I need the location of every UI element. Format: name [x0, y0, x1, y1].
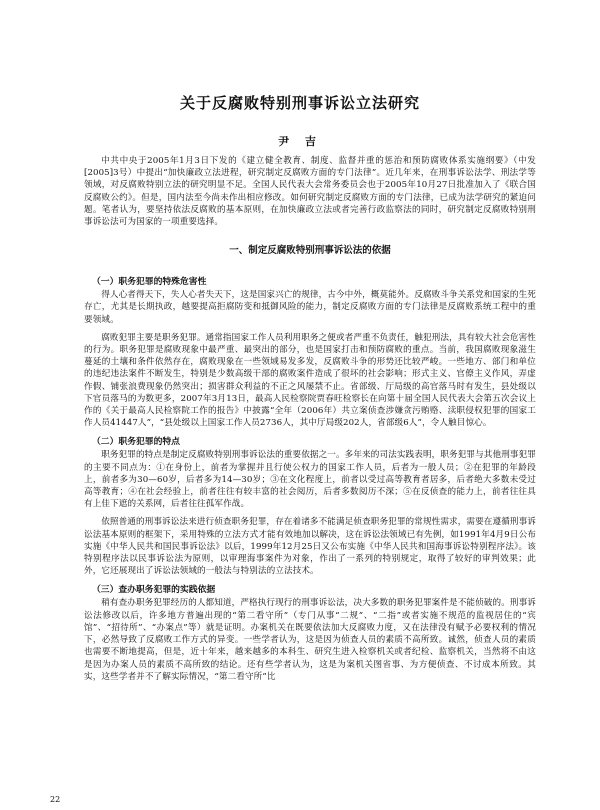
paragraph-2: 腐败犯罪主要是职务犯罪。通常指国家工作人员利用职务之便或者严重不负责任，触犯刑法，具有较大社会危害性的行为。职务犯罪是腐败现象中最严重、最突出的部分，也是国家打击和预防腐败的重点。当前，我国腐败现象滋生蔓延的土壤和条件依然存在，腐败现象在一些领域易发多发，反腐败斗争的形势还比较严峻。一些地方、部门和单位的违纪违法案件不断发生，特别是少数高级干部的腐败案件造成了很坏的社会影响；形式主义、官僚主义作风，弄虚作假、铺张浪费现象仍然突出；损害群众利益的不正之风屡禁不止。省部级、厅局级的高官落马时有发生，县处级以下官员落马的为数更多，2007年3月13日，最高人民检察院贾春旺检察长在向第十届全国人民代表大会第五次会议上作的《关于最高人民检察院工作的报告》中披露“全年（2006年）共立案侦查涉嫌贪污贿赂、渎职侵权犯罪的国家工作人员41447人”，“县处级以上国家工作人员2736人，其中厅局级202人，省部级6人”，令人触目惊心。	[84, 332, 536, 429]
paragraph-5: 稍有查办职务犯罪经历的人都知道，严格执行现行的刑事诉讼法，决大多数的职务犯罪案件是不能侦破的。刑事诉讼法修改以后，许多地方普遍出现的“第二看守所”（专门从事“二规”、“二指”或者实施不规范的监视居住的“宾馆”、“招待所”、“办案点”等）就是证明。办案机关在既要依法加大反腐败力度，又在法律没有赋予必要权利的情况下，必然导致了反腐败工作方式的异变。一些学者认为，这是因为侦查人员的素质不高所致。诚然，侦查人员的素质也需要不断地提高，但是，近十年来，越来越多的本科生、研究生进入检察机关或者纪检、监察机关，当然将不由这是因为办案人员的素质不高所致的结论。还有些学者认为，这是为案机关图省事、为方便侦查、不讨成本所致。其实，这些学者并不了解实际情况，“第二看守所”比	[84, 598, 536, 682]
article-body	[84, 155, 536, 683]
article-title: 关于反腐败特别刑事诉讼立法研究	[179, 94, 420, 112]
article-author: 尹 吉	[278, 135, 322, 148]
subsection-heading-1: （一）职务犯罪的特殊危害性	[92, 277, 207, 288]
intro-paragraph: 中共中央于2005年1月3日下发的《建立健全教育、制度、监督并重的惩治和预防腐败体系实施纲要》（中发[2005]3号）中提出“加快廉政立法进程，研究制定反腐败方面的专门法律”。近几年来，在刑事诉讼法学、刑法学等领域，对反腐败特别立法的研究明显不足。全国人民代表大会常务委员会也于2005年10月27日批准加入了《联合国反腐败公约》。但是，国内法至今尚未作出相应修改。如何研究制定反腐败方面的专门法律，已成为法学研究的紧迫问题。笔者认为，要坚持依法反腐败的基本原则，在加快廉政立法或者完善行政监察法的同时，研究制定反腐败特别刑事诉讼法可为国家的一项重要选择。	[84, 156, 536, 228]
paragraph-3: 职务犯罪的特点是制定反腐败特别刑事诉讼法的重要依据之一。多年来的司法实践表明，职务犯罪与其他刑事犯罪的主要不同点为：①在身份上，前者为掌握并且行使公权力的国家工作人员，后者为一般人员；②在犯罪的年龄段上，前者多为30—60岁，后者多为14—30岁；③在文化程度上，前者以受过高等教育者居多，后者绝大多数未受过高等教育；④在社会经验上，前者往往有较丰富的社会阅历，后者多数阅历不深；⑤在反侦查的能力上，前者往往具有上佳下遮的关系网，后者往往孤军作战。	[84, 450, 536, 510]
paragraph-1: 得人心者得天下，失人心者失天下，这是国家兴亡的规律，古今中外，概莫能外。反腐败斗争关系党和国家的生死存亡，尤其是长期执政，越要提高拒腐防变和抵御风险的能力，制定反腐败方面的专门法律是反腐败系统工程中的重要领域。	[84, 290, 536, 325]
subsection-heading-2: （二）职务犯罪的特点	[92, 437, 180, 448]
page-number: 22	[50, 795, 61, 804]
subsection-heading-3: （三）查办职务犯罪的实践依据	[92, 585, 216, 596]
section-heading-1: 一、制定反腐败特别刑事诉讼法的依据	[229, 245, 391, 257]
paragraph-4: 依照普通的刑事诉讼法来进行侦查职务犯罪，存在着诸多不能满足侦查职务犯罪的常规性需求，需要在遵循刑事诉讼法基本原则的框架下，采用特殊的立法方式才能有效地加以解决，这在诉讼法领域已有先例，如1991年4月9日公布实施《中华人民共和国民事诉讼法》以后，1999年12月25日又公布实施《中华人民共和国海事诉讼特别程序法》。该特别程序法以民事诉讼法为原则，以审理海事案件为对象，作出了一系列的特别规定，取得了较好的审判效果；此外，它还展现出了诉讼法领域的一般法与特别法的立法技术。	[84, 517, 536, 577]
